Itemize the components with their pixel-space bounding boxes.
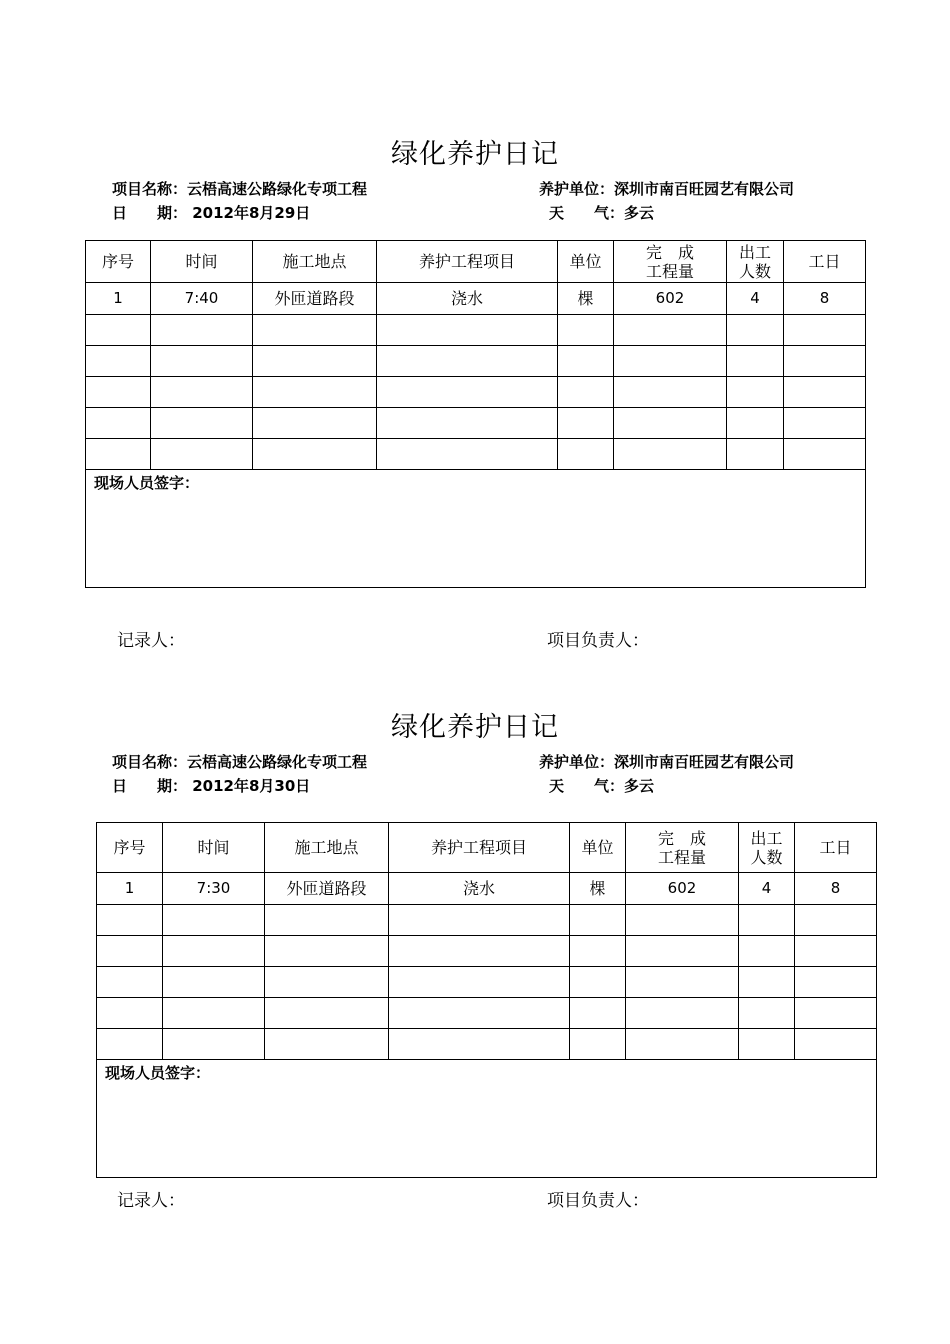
sheet1-log-table: [85, 240, 866, 588]
sheet1-manager-label: 项目负责人：: [547, 631, 649, 651]
sheet1-date-label: 日 期：: [112, 204, 188, 222]
header-cell-qty: [614, 241, 727, 283]
sheet2-project-value: 云梧高速公路绿化专项工程: [187, 753, 368, 771]
header-cell-time: 时间: [151, 241, 253, 283]
table-row: [86, 283, 866, 315]
cell-place: 外匝道路段: [265, 873, 389, 905]
sheet1-signature-field: 现场人员签字：: [86, 470, 866, 588]
header-qty-line1: 完 成: [657, 828, 706, 848]
empty-row: [86, 439, 866, 470]
sheet2-signature-row: [97, 1060, 877, 1178]
sheet1-project-label: 项目名称：: [112, 180, 188, 198]
sheet2-date-value: 2012年8月30日: [192, 777, 311, 795]
cell-no: 1: [86, 283, 151, 315]
empty-row: [86, 346, 866, 377]
header-cell-no: 序号: [86, 241, 151, 283]
cell-unit: 棵: [558, 283, 614, 315]
sheet1-header-row: [86, 241, 866, 283]
sheet2-project-label: 项目名称：: [112, 753, 188, 771]
sheet2-date-label: 日 期：: [112, 777, 188, 795]
sheet1-unit-value: 深圳市南百旺园艺有限公司: [614, 180, 795, 198]
header-workers-line1: 出工: [738, 242, 771, 262]
sheet2-project-line: [112, 751, 367, 772]
empty-row: [97, 936, 877, 967]
empty-row: [86, 377, 866, 408]
sheet1-weather-label: 天 气：: [549, 204, 625, 222]
cell-time: 7:30: [163, 873, 265, 905]
header-cell-days: 工日: [784, 241, 866, 283]
header-cell-workers: [727, 241, 784, 283]
sheet1-unit-line: [539, 178, 794, 199]
sheet1-title: 绿化养护日记: [391, 139, 559, 170]
sheet1-unit-label: 养护单位：: [539, 180, 615, 198]
table-row: [97, 873, 877, 905]
header-cell-no: 序号: [97, 823, 163, 873]
sheet2-weather-label: 天 气：: [549, 777, 625, 795]
sheet1-project-value: 云梧高速公路绿化专项工程: [187, 180, 368, 198]
header-cell-item: 养护工程项目: [377, 241, 558, 283]
cell-workers: 4: [727, 283, 784, 315]
header-cell-qty: [626, 823, 739, 873]
sheet1-signature-row: [86, 470, 866, 588]
header-qty-line2: 工程量: [657, 847, 706, 867]
header-cell-workers: [739, 823, 795, 873]
sheet2-log-table: [96, 822, 877, 1178]
sheet2-title: 绿化养护日记: [391, 712, 559, 743]
cell-item: 浇水: [377, 283, 558, 315]
empty-row: [97, 1029, 877, 1060]
header-cell-item: 养护工程项目: [389, 823, 570, 873]
header-qty-line2: 工程量: [645, 261, 694, 281]
cell-days: 8: [784, 283, 866, 315]
sheet1-date-line: [112, 202, 310, 223]
sheet1-weather-value: 多云: [624, 204, 655, 222]
sheet2-recorder-label: 记录人：: [117, 1191, 185, 1211]
cell-days: 8: [795, 873, 877, 905]
header-cell-place: 施工地点: [253, 241, 377, 283]
empty-row: [97, 967, 877, 998]
cell-item: 浇水: [389, 873, 570, 905]
sheet2-unit-label: 养护单位：: [539, 753, 615, 771]
header-qty-line1: 完 成: [645, 242, 694, 262]
sheet2-date-line: [112, 775, 310, 796]
cell-time: 7:40: [151, 283, 253, 315]
header-workers-line1: 出工: [750, 828, 783, 848]
header-workers-line2: 人数: [738, 261, 771, 281]
sheet2-weather-line: [549, 775, 654, 796]
empty-row: [86, 315, 866, 346]
header-cell-place: 施工地点: [265, 823, 389, 873]
sheet2-unit-line: [539, 751, 794, 772]
sheet2-weather-value: 多云: [624, 777, 655, 795]
sheet1-weather-line: [549, 202, 654, 223]
header-workers-line2: 人数: [750, 847, 783, 867]
cell-unit: 棵: [570, 873, 626, 905]
cell-qty: 602: [614, 283, 727, 315]
empty-row: [97, 905, 877, 936]
empty-row: [86, 408, 866, 439]
header-cell-unit: 单位: [558, 241, 614, 283]
sheet1-date-value: 2012年8月29日: [192, 204, 311, 222]
sheet2-manager-label: 项目负责人：: [547, 1191, 649, 1211]
header-cell-time: 时间: [163, 823, 265, 873]
sheet2-signature-field: 现场人员签字：: [97, 1060, 877, 1178]
header-cell-days: 工日: [795, 823, 877, 873]
cell-qty: 602: [626, 873, 739, 905]
sheet1-recorder-label: 记录人：: [117, 631, 185, 651]
header-cell-unit: 单位: [570, 823, 626, 873]
sheet1-project-line: [112, 178, 367, 199]
sheet2-unit-value: 深圳市南百旺园艺有限公司: [614, 753, 795, 771]
empty-row: [97, 998, 877, 1029]
sheet2-header-row: [97, 823, 877, 873]
cell-place: 外匝道路段: [253, 283, 377, 315]
cell-workers: 4: [739, 873, 795, 905]
cell-no: 1: [97, 873, 163, 905]
